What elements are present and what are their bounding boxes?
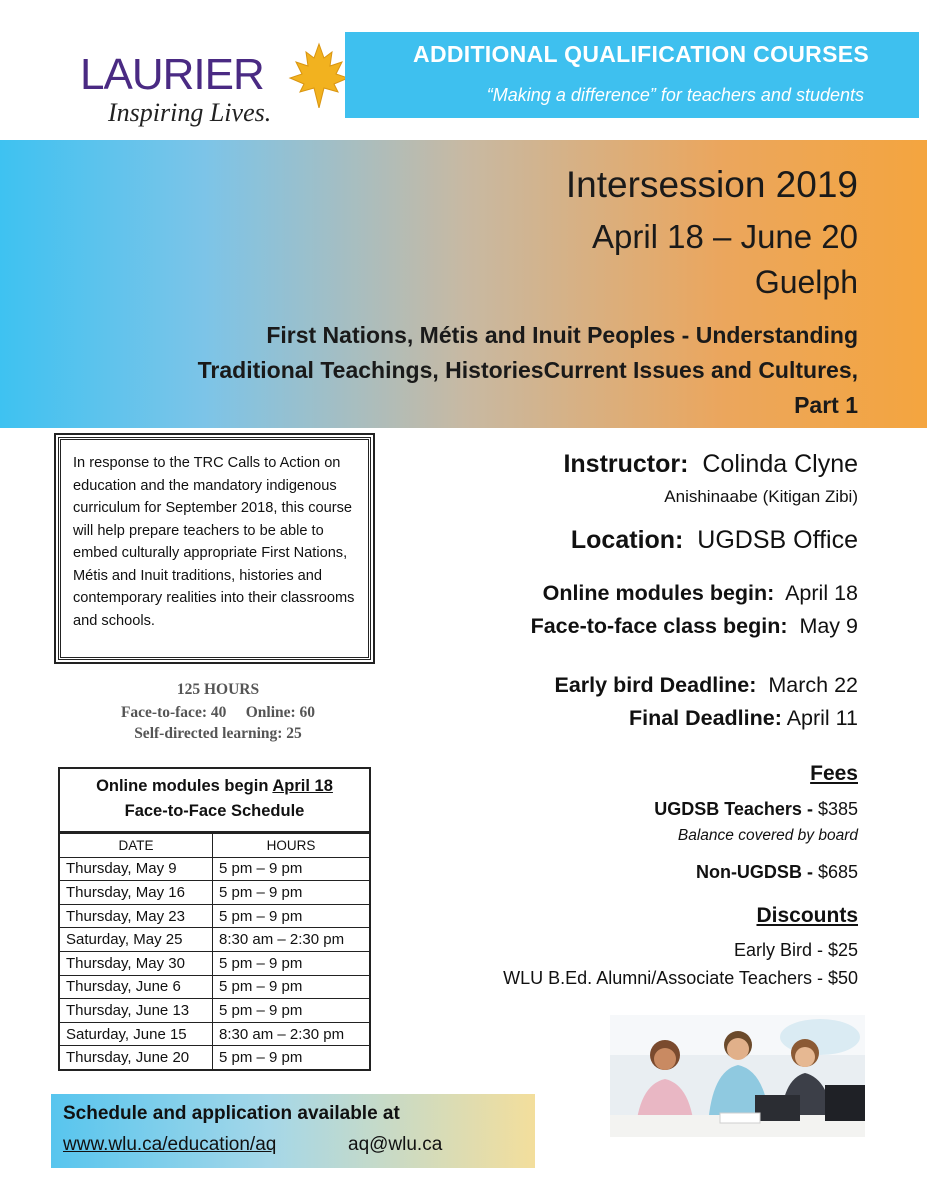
face-begin-label: Face-to-face class begin: [530, 614, 788, 638]
schedule-heading [60, 769, 369, 833]
early-deadline-line [555, 673, 859, 698]
hours-breakdown [58, 704, 378, 722]
self-directed-hours: Self-directed learning: 25 [134, 725, 302, 742]
face-begin-line [531, 614, 858, 639]
schedule-row [60, 951, 369, 975]
schedule-row [60, 881, 369, 905]
schedule-hours: 8:30 am – 2:30 pm [213, 1022, 370, 1046]
info-box [58, 437, 371, 660]
header-title: ADDITIONAL QUALIFICATION COURSES [413, 41, 869, 67]
term-title: Intersession 2019 [565, 164, 858, 205]
info-text: In response to the TRC Calls to Action on education and the mandatory indigenous curriculum for September 2018, this course will help prepare teachers to be able to embed culturally appropriate First Nations, Métis and Inuit traditions, histories and contemporary realities into their classrooms and schools. [73, 455, 355, 629]
schedule-date: Thursday, June 13 [60, 999, 213, 1023]
schedule-hours: 5 pm – 9 pm [213, 857, 370, 881]
final-deadline-line [629, 706, 858, 731]
application-url-link[interactable]: www.wlu.ca/education/aq [63, 1134, 277, 1155]
early-deadline-value: March 22 [768, 673, 858, 697]
schedule-row [60, 1022, 369, 1046]
non-ugdsb-fee-line [696, 862, 858, 883]
schedule-date: Saturday, June 15 [60, 1022, 213, 1046]
ugdsb-fee-note: Balance covered by board [677, 827, 858, 844]
students-photo [610, 1015, 865, 1137]
online-begin-line [543, 581, 858, 606]
schedule-heading-line2: Face-to-Face Schedule [124, 802, 305, 820]
schedule-table [58, 767, 371, 1071]
ugdsb-fee-label: UGDSB Teachers - [654, 799, 813, 819]
course-title [198, 318, 858, 423]
final-deadline-label: Final Deadline: [628, 706, 782, 730]
course-banner [0, 140, 927, 428]
schedule-grid [60, 833, 369, 1069]
application-info-box [51, 1094, 535, 1168]
schedule-date: Thursday, June 6 [60, 975, 213, 999]
schedule-row [60, 928, 369, 952]
schedule-date: Thursday, May 16 [60, 881, 213, 905]
location-line [571, 526, 858, 555]
location-label: Location: [570, 526, 684, 554]
schedule-hours: 5 pm – 9 pm [213, 951, 370, 975]
ugdsb-fee-value: $385 [817, 799, 858, 819]
online-hours: Online: 60 [245, 704, 316, 721]
total-hours: 125 HOURS [176, 681, 260, 698]
face-begin-value: May 9 [799, 614, 858, 638]
final-deadline-value: April 11 [786, 706, 858, 730]
term-city: Guelph [754, 264, 858, 300]
instructor-label: Instructor: [563, 450, 689, 478]
maple-leaf-icon [288, 42, 350, 108]
early-bird-discount: Early Bird - $25 [733, 940, 858, 960]
logo-wordmark: LAURIER [80, 50, 264, 99]
schedule-date: Thursday, May 23 [60, 904, 213, 928]
contact-email-link[interactable]: aq@wlu.ca [348, 1134, 443, 1155]
alumni-discount: WLU B.Ed. Alumni/Associate Teachers - $50 [503, 968, 858, 988]
term-dates: April 18 – June 20 [591, 218, 858, 255]
ugdsb-fee-line [654, 799, 858, 820]
header-subtitle: “Making a difference” for teachers and students [486, 85, 864, 105]
logo-tagline: Inspiring Lives. [108, 98, 272, 127]
schedule-date: Saturday, May 25 [60, 928, 213, 952]
schedule-row [60, 975, 369, 999]
discounts-heading: Discounts [756, 904, 858, 927]
schedule-date: Thursday, May 9 [60, 857, 213, 881]
course-title-line3: Part 1 [794, 392, 858, 418]
instructor-name: Colinda Clyne [702, 450, 858, 478]
schedule-heading-prefix: Online modules begin [96, 777, 273, 795]
non-ugdsb-fee-value: $685 [817, 862, 858, 882]
header-box [345, 32, 919, 118]
online-begin-value: April 18 [785, 581, 858, 605]
schedule-row [60, 1046, 369, 1069]
application-title: Schedule and application available at [63, 1103, 400, 1124]
schedule-hours: 8:30 am – 2:30 pm [213, 928, 370, 952]
schedule-heading-date: April 18 [272, 777, 333, 795]
laurier-logo [80, 40, 340, 130]
instructor-line [563, 450, 858, 479]
schedule-date: Thursday, May 30 [60, 951, 213, 975]
col-hours: HOURS [213, 834, 370, 858]
course-title-line1: First Nations, Métis and Inuit Peoples - Understanding [266, 322, 858, 348]
schedule-hours: 5 pm – 9 pm [213, 975, 370, 999]
schedule-hours: 5 pm – 9 pm [213, 999, 370, 1023]
schedule-row [60, 857, 369, 881]
schedule-hours: 5 pm – 9 pm [213, 1046, 370, 1069]
instructor-nation: Anishinaabe (Kitigan Zibi) [664, 487, 858, 506]
col-date: DATE [60, 834, 213, 858]
schedule-hours: 5 pm – 9 pm [213, 881, 370, 905]
fees-heading: Fees [810, 762, 858, 785]
early-deadline-label: Early bird Deadline: [554, 673, 757, 697]
schedule-row [60, 999, 369, 1023]
face-hours: Face-to-face: 40 [120, 704, 227, 721]
online-begin-label: Online modules begin: [542, 581, 775, 605]
location-value: UGDSB Office [697, 526, 858, 554]
non-ugdsb-fee-label: Non-UGDSB - [695, 862, 813, 882]
schedule-date: Thursday, June 20 [60, 1046, 213, 1069]
course-title-line2: Traditional Teachings, HistoriesCurrent Issues and Cultures, [197, 357, 858, 383]
schedule-hours: 5 pm – 9 pm [213, 904, 370, 928]
schedule-row [60, 904, 369, 928]
